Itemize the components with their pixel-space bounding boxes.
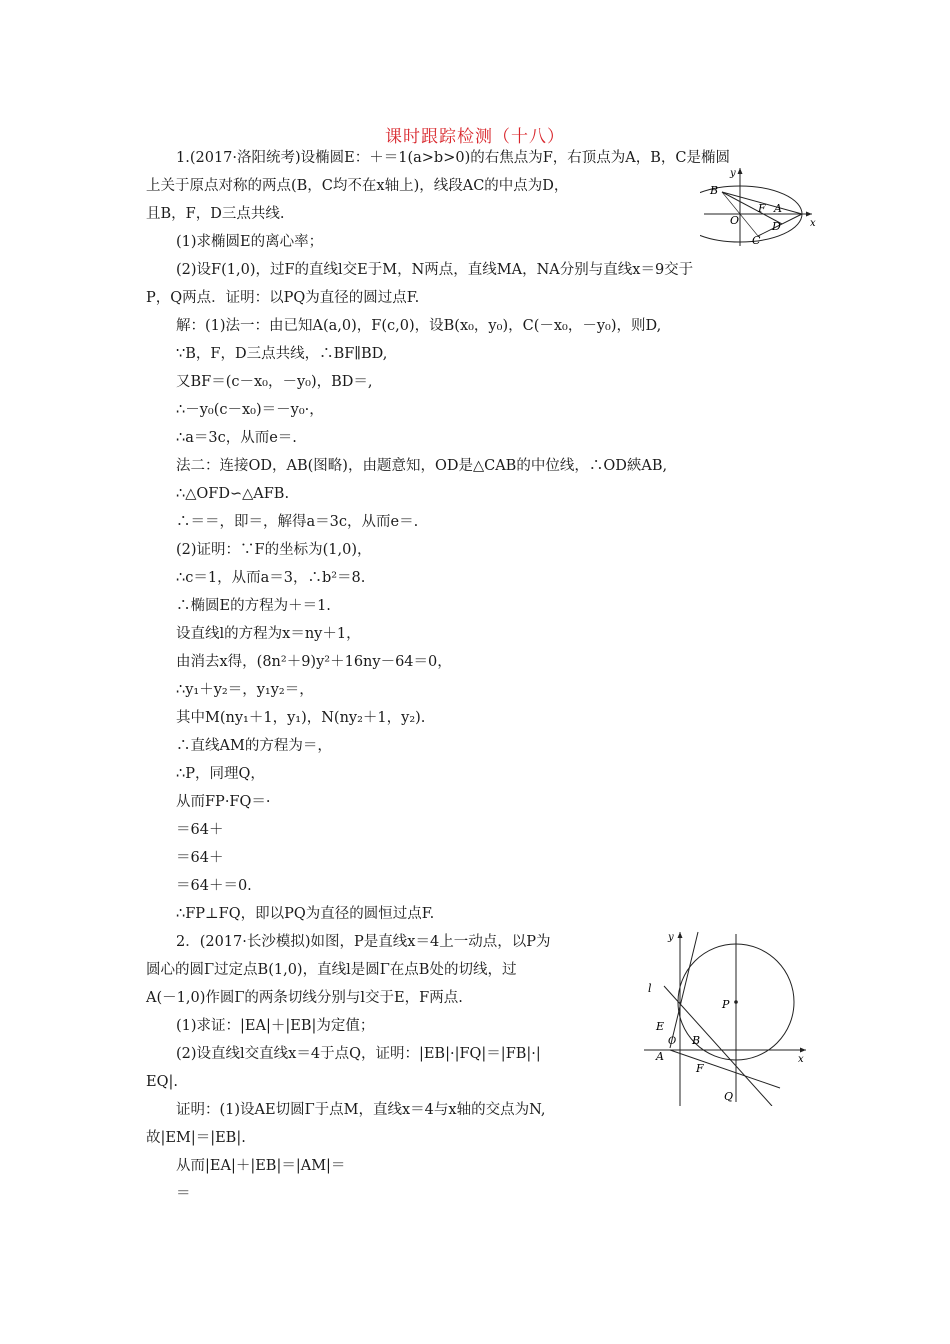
p1-line-18: 由消去x得，(8n²＋9)y²＋16ny－64＝0， [176,654,452,670]
p1-line-22: ∴P，同理Q， [176,766,265,782]
p1-line-16: ∴椭圆E的方程为＋＝1. [176,598,331,614]
fig2-label-b: B [692,1034,701,1047]
p1-line-7: ∵B，F，D三点共线，∴BF∥BD, [176,346,388,362]
p1-line-1: 上关于原点对称的两点(B，C均不在x轴上)，线段AC的中点为D， [146,178,569,194]
p2-line-8: 从而|EA|＋|EB|＝|AM|＝ [176,1158,346,1174]
ellipse-figure [700,162,820,252]
p1-line-8: 又BF＝(c－x₀，－y₀)，BD＝, [176,374,373,390]
p1-line-12: ∴△OFD∽△AFB. [176,486,290,502]
p1-line-0: 1.(2017·洛阳统考)设椭圆E：＋＝1(a>b>0)的右焦点为F，右顶点为A，B，C是椭圆 [176,150,731,166]
p2-line-0: 2．(2017·长沙模拟)如图，P是直线x＝4上一动点，以P为 [176,934,551,950]
fig1-label-y: y [730,168,736,179]
circle-tangent-figure [640,926,810,1110]
fig1-label-x: x [810,218,816,229]
p1-line-9: ∴－y₀(c－x₀)＝－y₀·， [176,402,324,418]
fig2-label-l: l [648,982,652,995]
page-title: 课时跟踪检测（十八） [385,127,565,147]
p1-line-26: ＝64＋＝0. [176,878,252,894]
fig1-label-b: B [710,184,719,197]
fig2-label-a: A [656,1050,664,1063]
fig2-label-x: x [798,1054,804,1065]
p1-line-6: 解：(1)法一：由已知A(a,0)，F(c,0)，设B(x₀，y₀)，C(－x₀，－y₀)，则D, [176,318,662,334]
fig1-label-f: F [758,202,766,215]
p1-line-4: (2)设F(1,0)，过F的直线l交E于M，N两点，直线MA，NA分别与直线x＝9交于 [176,262,694,278]
fig2-label-y: y [668,932,674,943]
fig2-label-o: O [668,1036,677,1047]
fig2-label-p: P [722,998,730,1011]
p1-line-5: P，Q两点．证明：以PQ为直径的圆过点F. [146,290,420,306]
p1-line-3: (1)求椭圆E的离心率； [176,234,324,250]
fig2-label-q: Q [724,1090,734,1103]
fig2-label-f: F [696,1062,704,1075]
fig2-label-e: E [656,1020,665,1033]
p2-line-7: 故|EM|＝|EB|. [146,1130,246,1146]
p1-line-10: ∴a＝3c，从而e＝. [176,430,297,446]
p1-line-19: ∴y₁＋y₂＝，y₁y₂＝， [176,682,314,698]
fig1-label-d: D [772,220,781,233]
p1-line-17: 设直线l的方程为x＝ny＋1， [176,626,361,642]
p1-line-20: 其中M(ny₁＋1，y₁)，N(ny₂＋1，y₂). [176,710,426,726]
p1-line-14: (2)证明：∵F的坐标为(1,0)， [176,542,372,558]
p1-line-11: 法二：连接OD，AB(图略)，由题意知，OD是△CAB的中位线，∴OD綊AB, [176,458,668,474]
fig1-label-o: O [730,214,740,227]
p1-line-13: ∴＝＝，即＝，解得a＝3c，从而e＝. [176,514,419,530]
p1-line-2: 且B，F，D三点共线. [146,206,285,222]
p2-line-4: (2)设直线l交直线x＝4于点Q，证明：|EB|·|FQ|＝|FB|·| [176,1046,541,1062]
p1-line-15: ∴c＝1，从而a＝3，∴b²＝8. [176,570,366,586]
p1-line-24: ＝64＋ [176,822,224,838]
p1-line-27: ∴FP⊥FQ，即以PQ为直径的圆恒过点F. [176,906,435,922]
p2-line-9: ＝ [176,1186,191,1202]
p2-line-3: (1)求证：|EA|＋|EB|为定值； [176,1018,375,1034]
p2-line-5: EQ|. [146,1074,178,1090]
p1-line-21: ∴直线AM的方程为＝， [176,738,332,754]
p2-line-2: A(－1,0)作圆Γ的两条切线分别与l交于E，F两点. [146,990,463,1006]
p2-line-1: 圆心的圆Γ过定点B(1,0)，直线l是圆Γ在点B处的切线，过 [146,962,517,978]
p2-line-6: 证明：(1)设AE切圆Γ于点M，直线x＝4与x轴的交点为N, [176,1102,546,1118]
p1-line-25: ＝64＋ [176,850,224,866]
fig1-label-a: A [774,202,782,215]
p1-line-23: 从而FP·FQ＝· [176,794,271,810]
fig1-label-c: C [752,234,761,247]
